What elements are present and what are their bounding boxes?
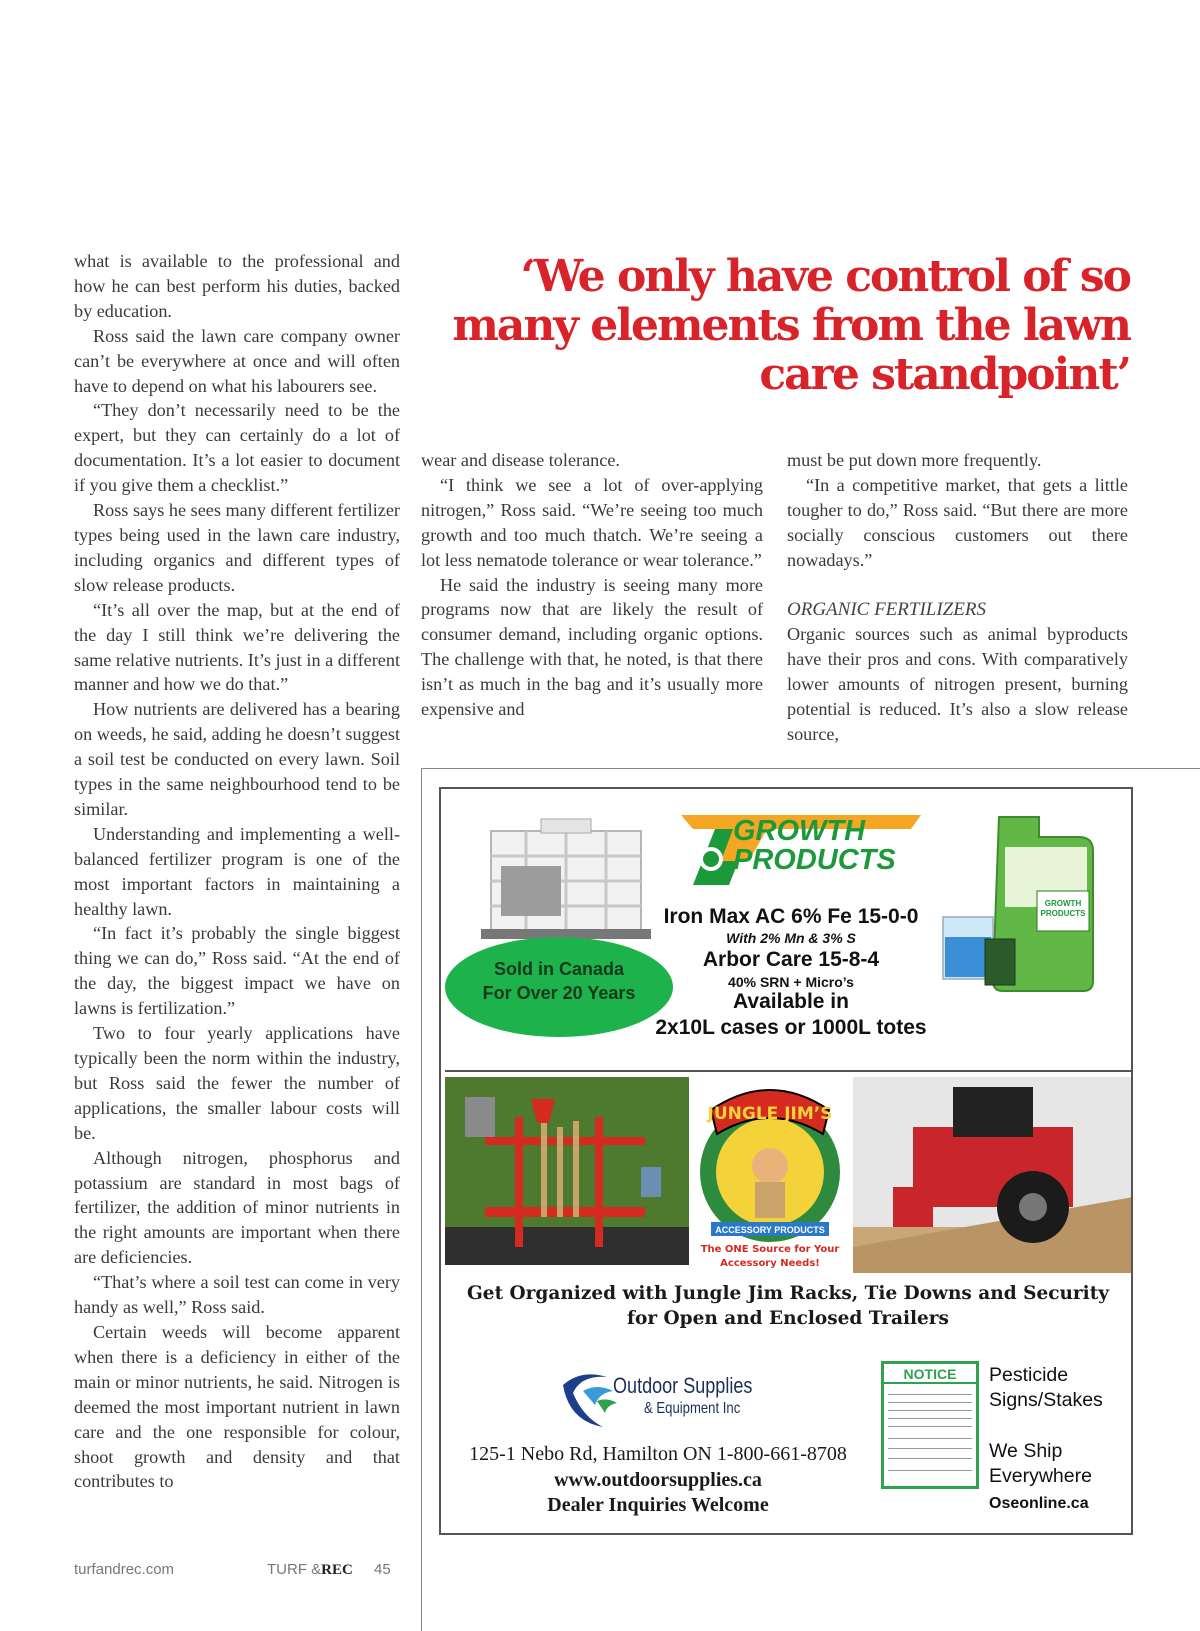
outdoor-supplies-website[interactable]: www.outdoorsupplies.ca [554,1469,762,1491]
outdoor-supplies-name: Outdoor Supplies [613,1373,753,1398]
product-line: Iron Max AC 6% Fe 15-0-0 [663,905,919,928]
jj-tagline: The ONE Source for Your [700,1244,840,1255]
outdoor-supplies-subtitle: & Equipment Inc [644,1400,741,1417]
jungle-jims-logo-text: JUNGLE JIM’S [707,1104,833,1124]
oval-line: For Over 20 Years [482,983,636,1003]
footer-magazine-name [267,1561,353,1579]
paragraph: Understanding and implementing a well-balanced fertilizer program is one of the most important factors in maintaining a healthy lawn. [74,823,400,919]
accessory-products-badge: ACCESSORY PRODUCTS [715,1225,825,1235]
jug-label-text: GROWTH [1044,899,1082,908]
sign-line [888,1410,972,1411]
ose-website[interactable]: Oseonline.ca [989,1495,1089,1512]
growth-products-wordmark [733,817,896,875]
ship-line: Everywhere [989,1465,1092,1487]
jj-tagline: Accessory Needs! [720,1258,820,1269]
trailer-rack-photo [445,1077,689,1265]
page-number: 45 [374,1561,391,1578]
magazine-name-bold: REC [321,1562,353,1578]
advertisement[interactable] [439,787,1133,1535]
ship-line: We Ship [989,1440,1063,1462]
product-line: Arbor Care 15-8-4 [702,948,880,971]
product-detail: 40% SRN + Micro’s [728,974,854,990]
wordmark-line: PRODUCTS [733,844,896,876]
paragraph: “They don’t necessarily need to be the expert, but they can certainly do a lot of documentation. It’s a lot easier to document if you give them a checklist.” [74,400,400,496]
sign-line [888,1394,972,1395]
pull-quote: ‘We only have control of so many elements from the lawn care standpoint’ [452,251,1130,400]
article-column-right [787,448,1128,747]
paragraph: Ross said the lawn care company owner can’t be everywhere at once and will often have to depend on what his labourers see. [74,325,400,396]
we-ship-text [989,1439,1092,1489]
outdoor-supplies-address: 125-1 Nebo Rd, Hamilton ON 1-800-661-8708 [469,1443,847,1465]
product-detail: With 2% Mn & 3% S [726,930,856,946]
jug-label-text: PRODUCTS [1040,909,1086,918]
pesticide-line: Signs/Stakes [989,1389,1103,1411]
magazine-name-plain: TURF & [267,1561,322,1578]
paragraph: what is available to the professional and how he can best perform his duties, backed by education. [74,251,400,321]
paragraph: Although nitrogen, phosphorus and potassium are standard in most bags of fertilizer, the addition of minor nutrients in the right amounts are important when there are deficiencies. [74,1147,400,1268]
paragraph: wear and disease tolerance. [421,450,620,470]
footer-website: turfandrec.com [74,1561,175,1578]
paragraph: Two to four yearly applications have typically been the norm within the industry, but Ross said the fewer the number of applications, the smaller labour costs will be. [74,1023,400,1143]
paragraph: “I think we see a lot of over-applying nitrogen,” Ross said. “We’re seeing too much growth and too much thatch. We’re seeing a lot less nematode tolerance or wear tolerance.” [421,474,763,570]
sign-line [888,1438,972,1439]
ad-frame-top-rule [421,768,1200,769]
article-column-middle [421,448,763,722]
product-jug-and-beakers-image [937,807,1117,997]
paragraph: How nutrients are delivered has a bearing on weeds, he said, adding he doesn’t suggest a soil test be conducted on every lawn. Soil types in the same neighbourhood tend to be similar. [74,699,400,819]
notice-heading: NOTICE [884,1364,976,1384]
pesticide-line: Pesticide [989,1364,1069,1386]
availability-line: 2x10L cases or 1000L totes [655,1016,927,1039]
sign-line [888,1470,972,1471]
paragraph: must be put down more frequently. [787,450,1042,470]
paragraph: Ross says he sees many different fertilizer types being used in the lawn care industry, including organics and different types of slow release products. [74,500,400,595]
mower-on-trailer-photo [853,1077,1133,1273]
paragraph: Certain weeds will become apparent when there is a deficiency in either of the main or minor nutrients, he said. Nitrogen is deemed the most important nutrient in lawn care and the one responsible for colour, shoot growth and density and that contributes to [74,1321,400,1492]
ibc-tote-image [481,811,651,941]
pesticide-notice-sign-image [881,1361,979,1489]
sign-line [888,1402,972,1403]
dealer-inquiries-text: Dealer Inquiries Welcome [547,1494,769,1516]
pesticide-signs-text [989,1363,1103,1413]
sign-line [888,1448,972,1449]
oval-line: Sold in Canada [493,959,625,979]
sign-line [888,1458,972,1459]
paragraph: “That’s where a soil test can come in very handy as well,” Ross said. [74,1272,400,1318]
sign-line [888,1418,972,1419]
sign-line [888,1426,972,1427]
paragraph: He said the industry is seeing many more programs now that are likely the result of consumer demand, including organic options. The challenge with that, he noted, is that there isn’t as much in the bag and it’s usually more expensive and [421,574,763,720]
availability-line: Available in [733,990,849,1013]
paragraph: “In fact it’s probably the single biggest thing we can do,” Ross said. “At the end of the day, the biggest impact we have on lawns is fertilization.” [74,923,400,1019]
paragraph: “It’s all over the map, but at the end of the day I still think we’re delivering the same relative nutrients. It’s just in a different manner and how we do that.” [74,599,400,695]
jungle-jim-headline: Get Organized with Jungle Jim Racks, Tie Downs and Security for Open and Enclosed Trailers [467,1283,1109,1329]
paragraph: “In a competitive market, that gets a little tougher to do,” Ross said. “But there are more socially conscious customers out there nowadays.” [787,474,1128,570]
jungle-jims-logo [691,1072,849,1274]
wordmark-line: GROWTH [733,815,866,847]
section-subhead: ORGANIC FERTILIZERS [787,598,986,620]
ad-frame-left-rule [421,768,422,1631]
sold-in-canada-text [445,957,673,1005]
article-column-left [74,249,400,1494]
paragraph: Organic sources such as animal byproducts have their pros and cons. With comparatively lower amounts of nitrogen present, burning potential is reduced. It’s also a slow release source, [787,624,1128,745]
